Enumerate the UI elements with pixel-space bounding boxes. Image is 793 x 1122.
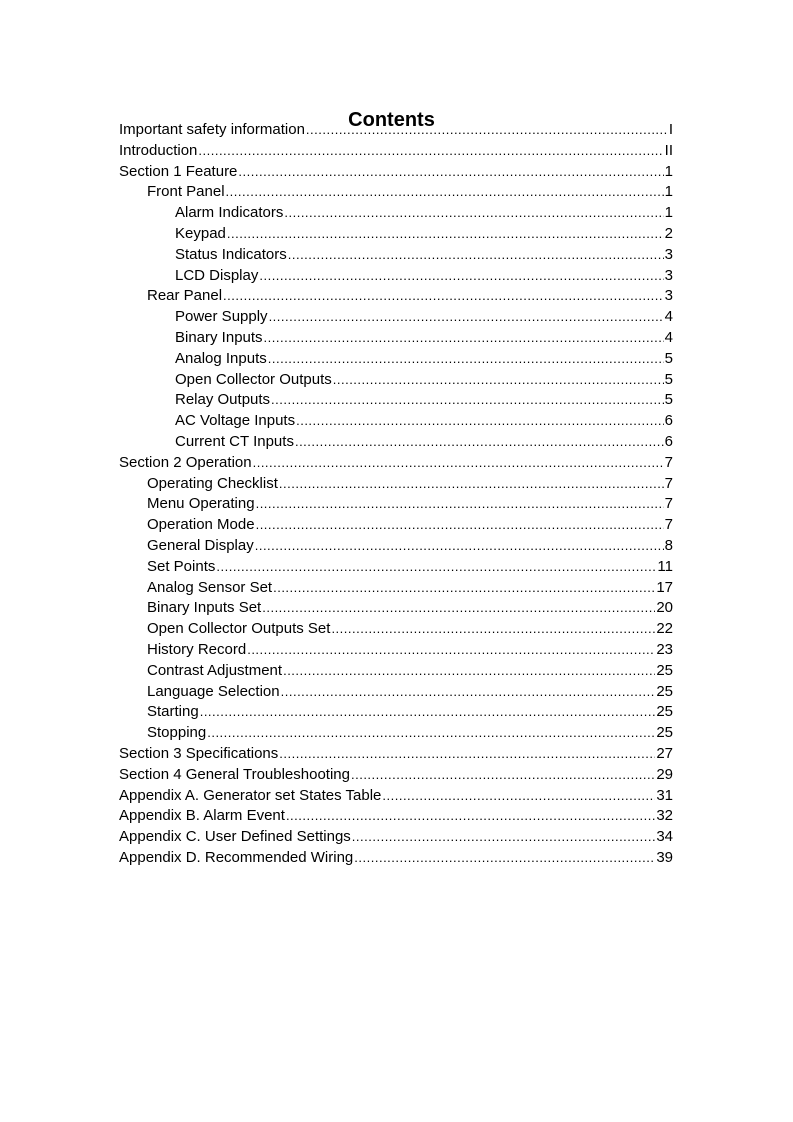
toc-entry[interactable] <box>119 432 673 453</box>
toc-entry-label: Stopping <box>147 724 207 742</box>
toc-dot-leader <box>288 245 664 266</box>
toc-entry-page-number: 20 <box>656 599 673 617</box>
toc-entry[interactable] <box>119 786 673 807</box>
toc-entry-label: Section 2 Operation <box>119 453 252 471</box>
toc-entry-page-number: 29 <box>656 765 673 783</box>
toc-entry-page-number: 39 <box>656 848 673 866</box>
toc-entry-label: Section 1 Feature <box>119 162 238 180</box>
toc-entry-label: Relay Outputs <box>175 391 271 409</box>
toc-entry-label: Binary Inputs Set <box>147 599 262 617</box>
toc-entry-page-number: 7 <box>664 516 673 534</box>
toc-entry[interactable] <box>119 245 673 266</box>
toc-dot-leader <box>279 474 664 495</box>
toc-dot-leader <box>352 827 656 848</box>
toc-entry-page-number: 5 <box>664 349 673 367</box>
toc-entry[interactable] <box>119 578 673 599</box>
toc-entry-page-number: 32 <box>656 807 673 825</box>
toc-dot-leader <box>351 765 655 786</box>
toc-entry[interactable] <box>119 640 673 661</box>
toc-entry-page-number: 27 <box>656 744 673 762</box>
toc-entry-page-number: 3 <box>664 266 673 284</box>
toc-entry[interactable] <box>119 453 673 474</box>
toc-entry[interactable] <box>119 266 673 287</box>
page-title: Contents <box>348 109 435 132</box>
toc-dot-leader <box>256 494 664 515</box>
toc-dot-leader <box>264 328 664 349</box>
toc-dot-leader <box>227 224 664 245</box>
toc-entry[interactable] <box>119 182 673 203</box>
toc-entry[interactable] <box>119 515 673 536</box>
toc-dot-leader <box>262 598 655 619</box>
toc-dot-leader <box>354 848 655 869</box>
toc-entry[interactable] <box>119 307 673 328</box>
toc-dot-leader <box>284 203 663 224</box>
toc-entry-label: Power Supply <box>175 308 268 326</box>
toc-entry-page-number: 31 <box>656 786 673 804</box>
toc-entry[interactable] <box>119 848 673 869</box>
toc-entry[interactable] <box>119 723 673 744</box>
toc-dot-leader <box>286 806 655 827</box>
toc-entry-label: Current CT Inputs <box>175 432 294 450</box>
toc-entry-label: Starting <box>147 703 199 721</box>
toc-entry-page-number: 1 <box>664 183 673 201</box>
toc-entry-page-number: 3 <box>664 245 673 263</box>
toc-entry-label: Operation Mode <box>147 516 255 534</box>
toc-entry[interactable] <box>119 141 673 162</box>
toc-dot-leader <box>200 702 656 723</box>
toc-entry[interactable] <box>119 286 673 307</box>
toc-entry-label: Open Collector Outputs <box>175 370 332 388</box>
toc-entry[interactable] <box>119 494 673 515</box>
toc-dot-leader <box>216 557 656 578</box>
toc-entry-label: Front Panel <box>147 183 225 201</box>
toc-entry-page-number: 5 <box>664 391 673 409</box>
toc-entry[interactable] <box>119 619 673 640</box>
toc-entry-page-number: I <box>668 121 673 138</box>
toc-entry-label: Status Indicators <box>175 245 287 263</box>
toc-entry-page-number: 7 <box>664 453 673 471</box>
toc-dot-leader <box>281 682 656 703</box>
toc-entry[interactable] <box>119 370 673 391</box>
toc-dot-leader <box>306 120 668 141</box>
toc-entry-label: Open Collector Outputs Set <box>147 620 331 638</box>
toc-dot-leader <box>256 515 664 536</box>
toc-dot-leader <box>296 411 664 432</box>
toc-entry-page-number: 7 <box>664 495 673 513</box>
toc-dot-leader <box>198 141 663 162</box>
toc-entry[interactable] <box>119 557 673 578</box>
toc-entry[interactable] <box>119 702 673 723</box>
toc-entry-label: Important safety information <box>119 121 305 138</box>
toc-entry[interactable] <box>119 390 673 411</box>
toc-entry-page-number: 4 <box>664 308 673 326</box>
toc-entry[interactable] <box>119 203 673 224</box>
toc-entry-label: Section 3 Specifications <box>119 744 279 762</box>
toc-entry-page-number: 3 <box>664 287 673 305</box>
toc-entry[interactable] <box>119 328 673 349</box>
toc-entry-label: Appendix C. User Defined Settings <box>119 828 351 846</box>
toc-dot-leader <box>238 162 663 183</box>
toc-entry-page-number: 25 <box>656 703 673 721</box>
toc-entry[interactable] <box>119 682 673 703</box>
toc-entry[interactable] <box>119 411 673 432</box>
toc-entry-label: Appendix B. Alarm Event <box>119 807 285 825</box>
toc-dot-leader <box>223 286 664 307</box>
toc-dot-leader <box>226 182 664 203</box>
toc-entry-page-number: 8 <box>664 536 673 554</box>
toc-dot-leader <box>268 349 664 370</box>
table-of-contents <box>119 120 673 869</box>
toc-entry[interactable] <box>119 827 673 848</box>
toc-entry-page-number: 25 <box>656 682 673 700</box>
toc-entry-page-number: 17 <box>656 578 673 596</box>
toc-entry-label: Operating Checklist <box>147 474 278 492</box>
toc-dot-leader <box>295 432 664 453</box>
toc-entry-page-number: 2 <box>664 224 673 242</box>
toc-entry[interactable] <box>119 765 673 786</box>
toc-entry[interactable] <box>119 661 673 682</box>
toc-dot-leader <box>333 370 664 391</box>
toc-entry[interactable] <box>119 349 673 370</box>
toc-entry-label: History Record <box>147 640 247 658</box>
toc-entry-page-number: 5 <box>664 370 673 388</box>
toc-entry-page-number: 11 <box>657 557 673 575</box>
toc-entry[interactable] <box>119 598 673 619</box>
toc-entry-label: Rear Panel <box>147 287 223 305</box>
toc-entry-label: Section 4 General Troubleshooting <box>119 765 350 783</box>
toc-dot-leader <box>269 307 664 328</box>
toc-entry[interactable] <box>119 474 673 495</box>
toc-entry-page-number: 22 <box>656 620 673 638</box>
toc-entry-page-number: 4 <box>664 328 673 346</box>
toc-dot-leader <box>331 619 655 640</box>
toc-dot-leader <box>259 266 663 287</box>
toc-entry[interactable] <box>119 224 673 245</box>
toc-dot-leader <box>273 578 655 599</box>
toc-entry-label: Appendix D. Recommended Wiring <box>119 848 354 866</box>
toc-entry-label: Keypad <box>175 224 226 242</box>
toc-entry-page-number: 34 <box>656 828 673 846</box>
toc-entry-label: AC Voltage Inputs <box>175 412 296 430</box>
toc-entry-label: Menu Operating <box>147 495 255 513</box>
toc-entry-page-number: 1 <box>664 162 673 180</box>
toc-entry-label: Set Points <box>147 557 216 575</box>
toc-entry-page-number: 25 <box>656 724 673 742</box>
toc-entry[interactable] <box>119 536 673 557</box>
toc-dot-leader <box>253 453 664 474</box>
toc-entry-page-number: 6 <box>664 412 673 430</box>
toc-entry-label: Alarm Indicators <box>175 204 284 222</box>
toc-entry-page-number: 7 <box>664 474 673 492</box>
toc-dot-leader <box>207 723 655 744</box>
toc-entry-page-number: 23 <box>656 640 673 658</box>
toc-entry-label: General Display <box>147 536 254 554</box>
toc-entry-page-number: 1 <box>664 204 673 222</box>
toc-dot-leader <box>382 786 655 807</box>
toc-dot-leader <box>247 640 655 661</box>
toc-entry[interactable] <box>119 806 673 827</box>
toc-entry[interactable] <box>119 120 673 141</box>
toc-dot-leader <box>283 661 655 682</box>
toc-entry-label: Appendix A. Generator set States Table <box>119 786 382 804</box>
toc-entry-label: Introduction <box>119 141 198 159</box>
toc-entry-label: Language Selection <box>147 682 280 700</box>
toc-entry-label: Contrast Adjustment <box>147 661 283 679</box>
toc-entry-label: Binary Inputs <box>175 328 263 346</box>
toc-dot-leader <box>255 536 664 557</box>
toc-entry-page-number: 6 <box>664 432 673 450</box>
toc-entry-label: LCD Display <box>175 266 259 284</box>
toc-entry[interactable] <box>119 162 673 183</box>
toc-entry-page-number: 25 <box>656 661 673 679</box>
toc-entry-label: Analog Sensor Set <box>147 578 273 596</box>
toc-dot-leader <box>271 390 664 411</box>
toc-entry-label: Analog Inputs <box>175 349 267 367</box>
toc-dot-leader <box>279 744 655 765</box>
toc-entry[interactable] <box>119 744 673 765</box>
toc-entry-page-number: II <box>664 141 673 159</box>
